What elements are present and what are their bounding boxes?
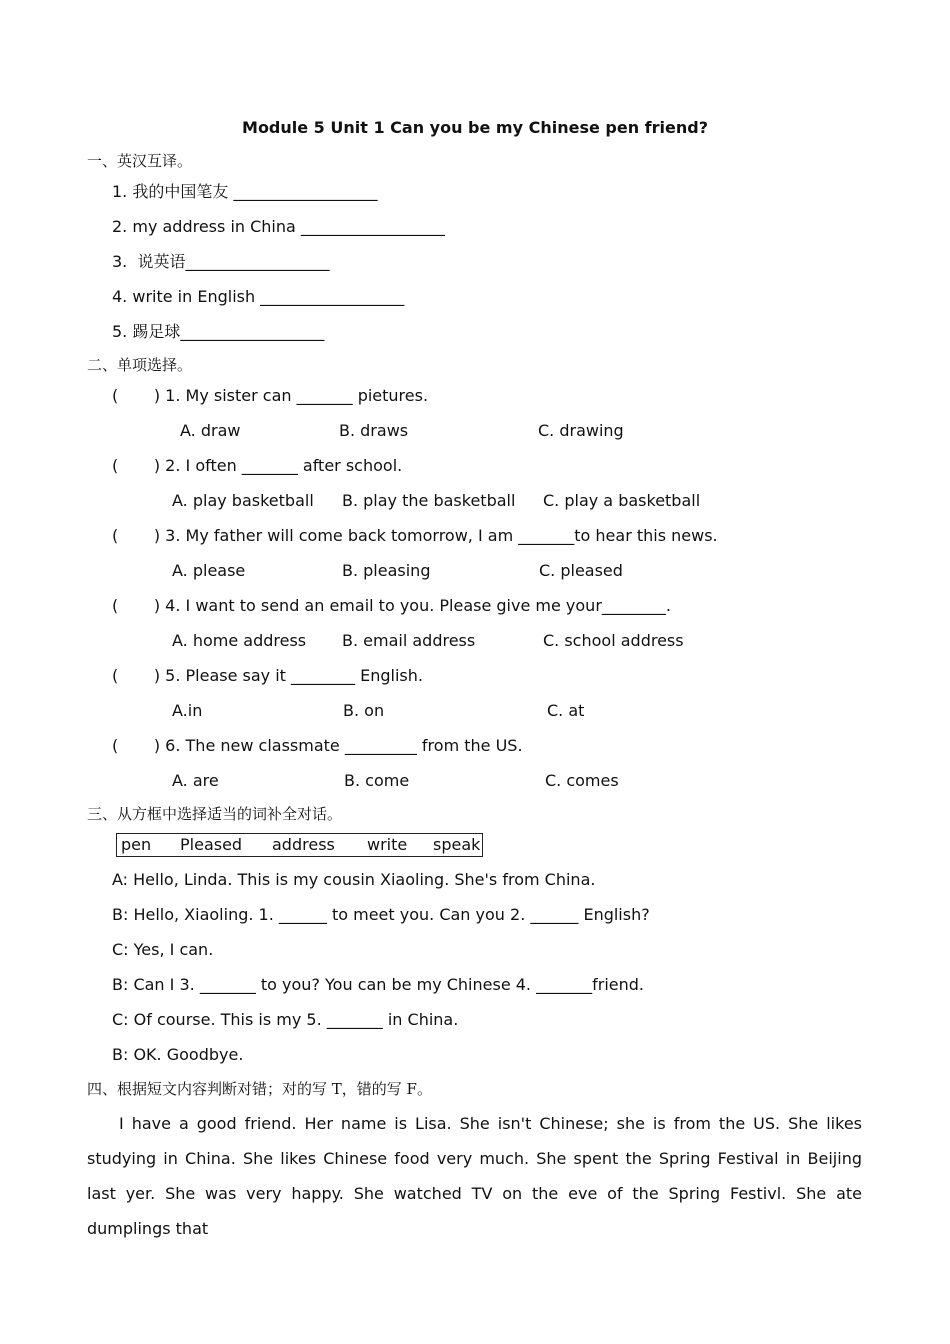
word-bank-item: pen [121,835,152,854]
section-4-heading: 四、根据短文内容判断对错；对的写 T，错的写 F。 [87,1080,432,1098]
question-1-stem: ( ) 1. My sister can _______ pietures. [112,386,429,405]
translation-item-5: 5. 踢足球__________________ [112,322,325,341]
translation-item-1: 1. 我的中国笔友 __________________ [112,182,378,201]
dialogue-line-2: B: Hello, Xiaoling. 1. ______ to meet you. Can you 2. ______ English? [112,905,650,924]
word-bank-item: address [272,835,335,854]
word-bank-box [116,833,483,857]
question-5-option-c: C. at [547,701,585,720]
question-6-option-a: A. are [172,771,219,790]
dialogue-line-3: C: Yes, I can. [112,940,214,959]
question-4-option-a: A. home address [172,631,307,650]
section-3-heading: 三、从方框中选择适当的词补全对话。 [87,805,343,823]
dialogue-line-1: A: Hello, Linda. This is my cousin Xiaoling. She's from China. [112,870,596,889]
question-4-stem: ( ) 4. I want to send an email to you. Please give me your________. [112,596,671,615]
question-1-option-c: C. drawing [538,421,624,440]
translation-item-3: 3. 说英语__________________ [112,252,330,271]
word-bank-item: speak [433,835,481,854]
question-1-option-b: B. draws [339,421,409,440]
question-5-option-b: B. on [343,701,385,720]
translation-item-2: 2. my address in China __________________ [112,217,445,236]
question-6-option-c: C. comes [545,771,619,790]
section-1-heading: 一、英汉互译。 [87,152,193,170]
question-1-option-a: A. draw [180,421,241,440]
translation-item-4: 4. write in English __________________ [112,287,405,306]
question-6-option-b: B. come [344,771,410,790]
question-2-option-a: A. play basketball [172,491,314,510]
dialogue-line-4: B: Can I 3. _______ to you? You can be my Chinese 4. _______friend. [112,975,644,994]
question-5-stem: ( ) 5. Please say it ________ English. [112,666,423,685]
word-bank-item: Pleased [180,835,243,854]
word-bank-item: write [367,835,408,854]
question-2-option-b: B. play the basketball [342,491,516,510]
question-6-stem: ( ) 6. The new classmate _________ from the US. [112,736,523,755]
question-4-option-c: C. school address [543,631,684,650]
question-3-option-b: B. pleasing [342,561,431,580]
question-4-option-b: B. email address [342,631,476,650]
reading-passage: I have a good friend. Her name is Lisa. She isn't Chinese; she is from the US. She likes studying in China. She likes Chinese food very much. She spent the Spring Festival in Beijing last yer. She was very happy. She watched TV on the eve of the Spring Festivl. She ate dumplings that [87,1114,862,1238]
question-2-option-c: C. play a basketball [543,491,701,510]
question-3-option-c: C. pleased [539,561,623,580]
question-3-stem: ( ) 3. My father will come back tomorrow, I am _______to hear this news. [112,526,718,545]
section-2-heading: 二、单项选择。 [87,356,193,374]
dialogue-line-5: C: Of course. This is my 5. _______ in China. [112,1010,459,1029]
question-5-option-a: A.in [172,701,203,720]
dialogue-line-6: B: OK. Goodbye. [112,1045,244,1064]
question-2-stem: ( ) 2. I often _______ after school. [112,456,403,475]
page-title: Module 5 Unit 1 Can you be my Chinese pen friend? [242,118,708,137]
question-3-option-a: A. please [172,561,246,580]
